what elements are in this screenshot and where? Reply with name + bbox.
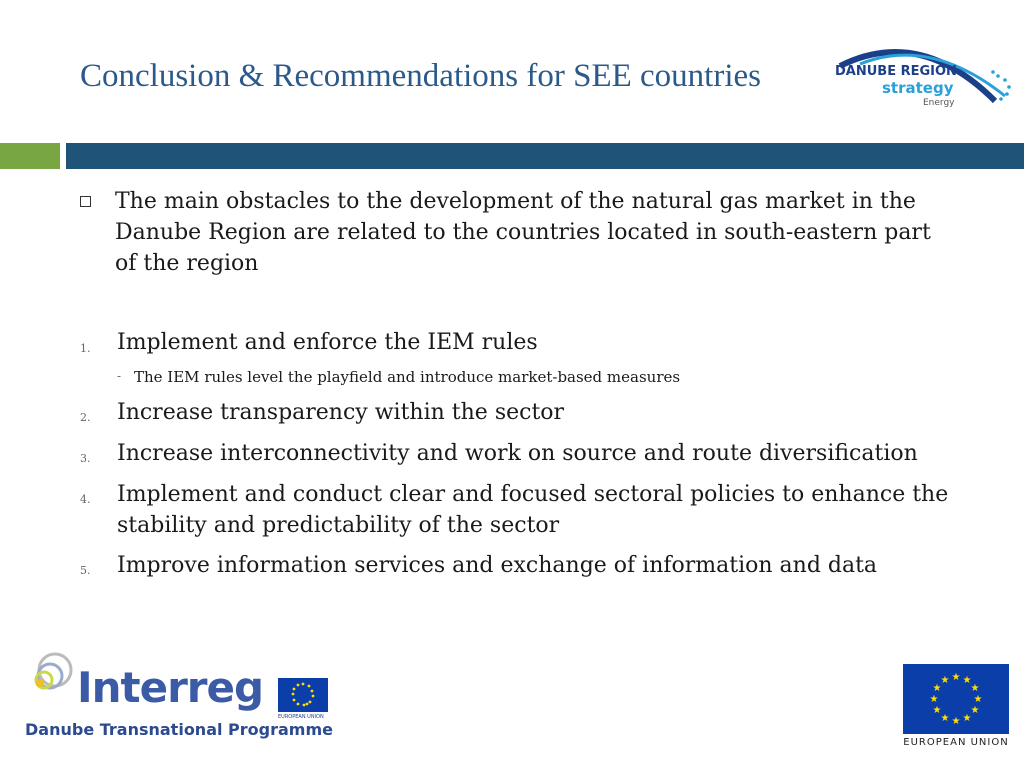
eu-stars-icon [903,664,1009,734]
intro-bullet-text: The main obstacles to the development of the natural gas market in the Danube Region are related to the countries located in south-eastern part of the region [115,189,931,276]
interreg-swirl-icon [22,650,78,710]
eu-flag-small [278,678,328,712]
item-number: 5. [80,564,91,577]
item-text: Increase interconnectivity and work on source and route diversification [117,441,918,466]
svg-text:★: ★ [940,675,950,686]
eu-label: EUROPEAN UNION [903,737,1009,748]
item-text: Improve information services and exchange of information and data [117,553,878,578]
eu-flag [903,664,1009,734]
square-bullet-icon [80,196,91,207]
logo-line3: Energy [923,98,955,108]
svg-text:★: ★ [970,705,980,716]
svg-text:★: ★ [932,683,942,694]
slide-title: Conclusion & Recommendations for SEE countries [80,58,761,94]
eu-small-label: EUROPEAN UNION [278,714,324,720]
item-number: 1. [80,342,91,355]
interreg-logo [22,650,342,750]
eu-stars-icon [278,678,328,712]
item-text: Implement and conduct clear and focused sectoral policies to enhance the stability and predictability of the sector [117,482,949,538]
svg-text:★: ★ [973,694,983,705]
svg-text:★: ★ [951,672,961,683]
svg-text:★: ★ [970,683,980,694]
item-number: 2. [80,411,91,424]
interreg-wordmark: Interreg [77,663,264,712]
svg-text:★: ★ [962,713,972,724]
sub-item-dash: - [117,369,122,383]
header-blue-bar [66,143,1024,169]
logo-line1: DANUBE REGION [835,64,957,79]
svg-text:★: ★ [929,694,939,705]
svg-text:★: ★ [940,713,950,724]
svg-text:★: ★ [951,716,961,727]
danube-region-strategy-logo [830,36,1020,116]
logo-line2: strategy [882,79,954,97]
sub-item-text: The IEM rules level the playfield and introduce market-based measures [134,368,681,386]
item-text: Implement and enforce the IEM rules [117,330,538,355]
header-green-bar [0,143,60,169]
svg-text:★: ★ [962,675,972,686]
item-number: 3. [80,452,91,465]
svg-text:★: ★ [932,705,942,716]
item-text: Increase transparency within the sector [117,400,565,425]
item-number: 4. [80,493,91,506]
programme-name: Danube Transnational Programme [25,720,333,739]
